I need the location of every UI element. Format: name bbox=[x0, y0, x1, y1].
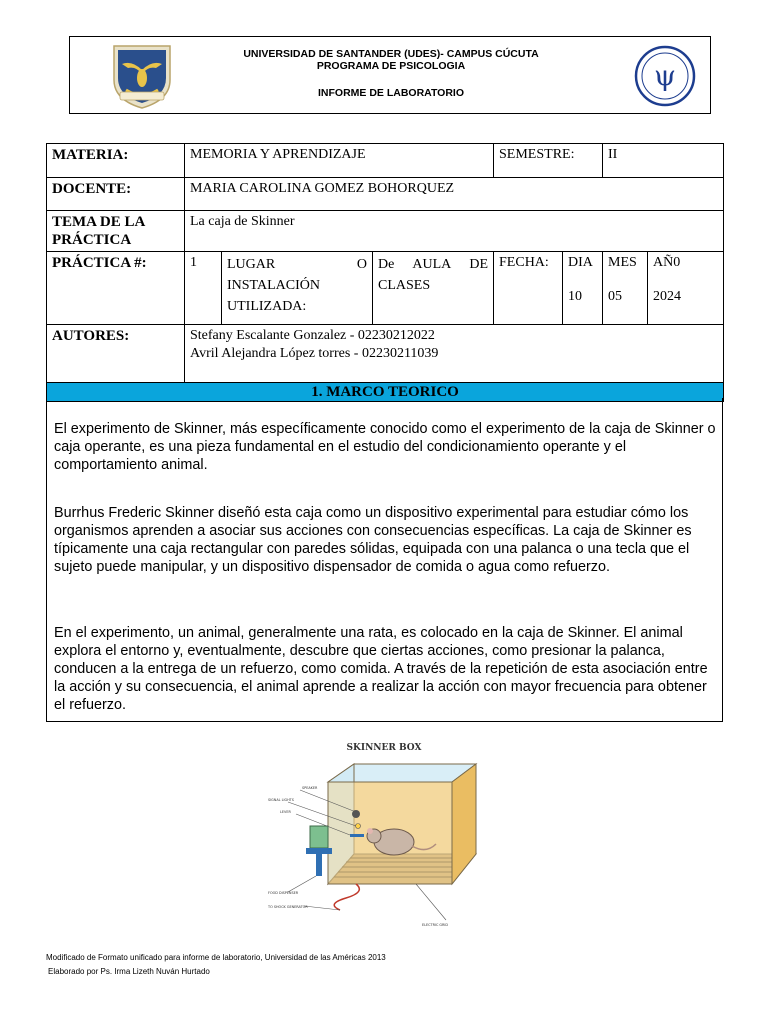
anio-label: AÑ0 bbox=[653, 255, 681, 270]
dia-cell bbox=[563, 252, 603, 325]
autores-label: AUTORES: bbox=[47, 325, 185, 383]
document-header bbox=[69, 36, 711, 114]
tema-value: La caja de Skinner bbox=[185, 211, 724, 252]
paragraph-3: En el experimento, un animal, generalmente una rata, es colocado en la caja de Skinner. El animal explora el entorno y, eventualmente, descubre que ciertas acciones, como presionar la palanca, conducen a la entrega de un refuerzo, como comida. A través de la repetición de esta asociación entre la acción y su consecuencia, el animal aprende a realizar la acción con mayor frecuencia para obtener el refuerzo. bbox=[54, 625, 708, 713]
mes-cell bbox=[603, 252, 648, 325]
mes-label: MES bbox=[608, 255, 637, 270]
report-title: INFORME DE LABORATORIO bbox=[317, 87, 465, 99]
dia-value: 10 bbox=[568, 289, 583, 304]
lugar-label: LUGAR O INSTALACIÓN UTILIZADA: bbox=[222, 252, 373, 325]
fecha-label: FECHA: bbox=[494, 252, 563, 325]
program-name: PROGRAMA DE PSICOLOGIA bbox=[316, 60, 466, 72]
figure-title: SKINNER BOX bbox=[346, 743, 422, 753]
materia-label: MATERIA: bbox=[47, 144, 185, 178]
university-name: UNIVERSIDAD DE SANTANDER (UDES)- CAMPUS CÚCUTA bbox=[243, 48, 539, 60]
anio-value: 2024 bbox=[653, 289, 682, 304]
autores-value bbox=[185, 325, 724, 383]
svg-text:ψ: ψ bbox=[654, 59, 676, 92]
tema-label: TEMA DE LA PRÁCTICA bbox=[47, 211, 185, 252]
practica-value: 1 bbox=[185, 252, 222, 325]
skinner-box-illustration bbox=[266, 734, 502, 930]
author-1: Stefany Escalante Gonzalez - 02230212022 bbox=[190, 328, 435, 343]
figure-label-electric-grid: ELECTRIC GRID bbox=[422, 923, 449, 927]
figure-label-food-dispenser: FOOD DISPENSER bbox=[268, 891, 299, 895]
figure-label-shock-generator: TO SHOCK GENERATOR bbox=[268, 905, 308, 909]
figure-label-signal-lights: SIGNAL LIGHTS bbox=[268, 798, 294, 802]
anio-cell bbox=[648, 252, 724, 325]
docente-label: DOCENTE: bbox=[47, 178, 185, 211]
practica-label: PRÁCTICA #: bbox=[47, 252, 185, 325]
practice-info-table bbox=[46, 143, 724, 402]
materia-value: MEMORIA Y APRENDIZAJE bbox=[185, 144, 494, 178]
figure-label-lever: LEVER bbox=[280, 810, 291, 814]
figure-label-speaker: SPEAKER bbox=[302, 786, 318, 790]
lugar-value: De AULA DE CLASES bbox=[373, 252, 494, 325]
section-heading: 1. MARCO TEORICO bbox=[47, 383, 724, 402]
semestre-value: II bbox=[603, 144, 724, 178]
theory-text-box bbox=[46, 398, 723, 722]
mes-value: 05 bbox=[608, 289, 623, 304]
psychology-psi-logo bbox=[634, 45, 696, 107]
paragraph-2: Burrhus Frederic Skinner diseñó esta caja como un dispositivo experimental para estudiar cómo los organismos aprenden a asociar sus acciones con consecuencias específicas. La caja de Skinner es típicamente una caja rectangular con paredes sólidas, equipada con una palanca o una tecla que el sujeto puede manipular, y un dispositivo dispensador de comida o agua como refuerzo. bbox=[54, 505, 692, 575]
dia-label: DIA bbox=[568, 255, 593, 270]
paragraph-1: El experimento de Skinner, más específicamente conocido como el experimento de la caja de Skinner o caja operante, es una pieza fundamental en el estudio del condicionamiento operante y el comportamiento animal. bbox=[54, 421, 716, 473]
footer-line-1: Modificado de Formato unificado para informe de laboratorio, Universidad de las Américas 2013 bbox=[46, 953, 386, 962]
semestre-label: SEMESTRE: bbox=[494, 144, 603, 178]
footer-line-2: Elaborado por Ps. Irma Lizeth Nuván Hurtado bbox=[48, 967, 210, 976]
docente-value: MARIA CAROLINA GOMEZ BOHORQUEZ bbox=[185, 178, 724, 211]
author-2: Avril Alejandra López torres - 02230211039 bbox=[190, 346, 439, 361]
